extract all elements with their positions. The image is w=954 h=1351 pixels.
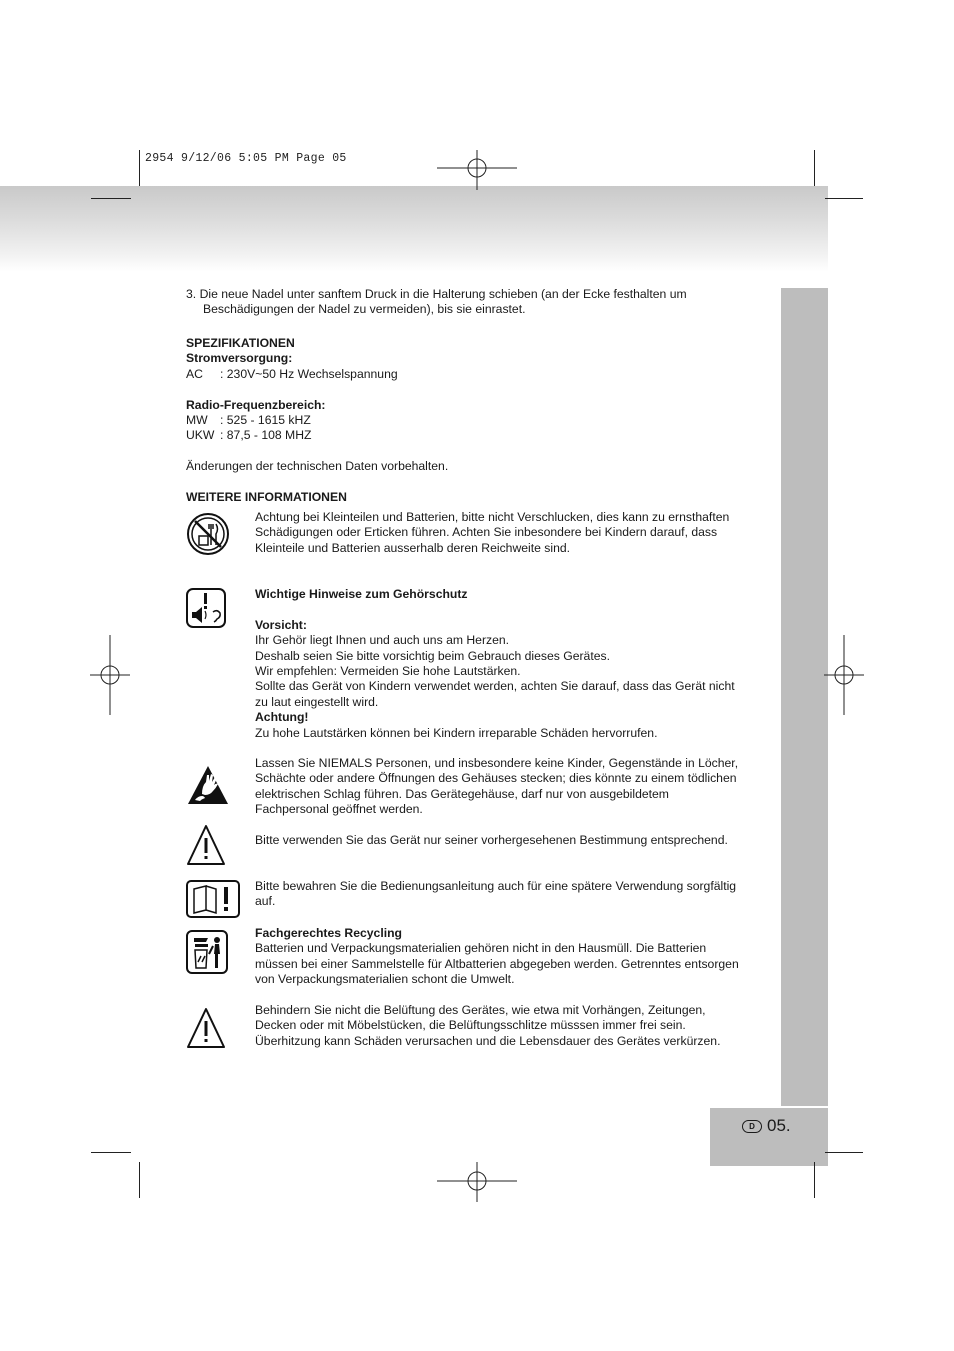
power-heading: Stromversorgung: [186, 351, 293, 366]
crop-mark [91, 198, 131, 199]
spec-value: : 87,5 - 108 MHZ [220, 428, 312, 443]
step-number: 3. [186, 287, 197, 301]
crop-mark [814, 1162, 815, 1198]
recycling-bin-icon [186, 930, 228, 974]
spec-value: : 525 - 1615 kHZ [220, 413, 311, 428]
ventilation-warning [255, 1003, 775, 1049]
text-line: Bitte bewahren Sie die Bedienungsanleitung auch für eine spätere Verwendung sorgfältig [255, 879, 737, 893]
text-line: Sollte das Gerät von Kindern verwendet werden, achten Sie darauf, dass das Gerät nicht [255, 679, 735, 694]
text-line: Zu hohe Lautstärken können bei Kindern irreparable Schäden hervorrufen. [255, 725, 658, 740]
spec-label: UKW [186, 428, 215, 443]
registration-mark-icon [90, 635, 130, 715]
print-header: 2954 9/12/06 5:05 PM Page 05 [145, 152, 347, 165]
spec-label: AC [186, 366, 203, 381]
spec-heading: SPEZIFIKATIONEN [186, 336, 295, 350]
step-text-line: Beschädigungen der Nadel zu vermeiden), bis sie einrastet. [203, 302, 526, 317]
registration-mark-icon [437, 1162, 517, 1202]
text-line: Schädigungen oder Erticken führen. Achten Sie inbesondere bei Kindern darauf, dass [255, 525, 718, 540]
text-line: Achtung bei Kleinteilen und Batterien, bitte nicht Verschlucken, dies kann zu ernsthaften [255, 510, 730, 524]
step-text-line: Die neue Nadel unter sanftem Druck in die Halterung schieben (an der Ecke festhalten um [199, 287, 687, 301]
spec-row-ukw [186, 428, 448, 443]
spec-row-mw [186, 413, 448, 428]
caution-label: Vorsicht: [255, 617, 307, 632]
crop-mark [91, 1152, 131, 1153]
text-line: Deshalb seien Sie bitte vorsichtig beim Gebrauch dieses Gerätes. [255, 648, 610, 663]
text-line: Ihr Gehör liegt Ihnen und auch uns am Herzen. [255, 633, 510, 648]
text-line: zu laut eingestellt wird. [255, 694, 379, 709]
specifications-section [186, 336, 448, 475]
spec-row-ac [186, 367, 448, 382]
no-swallow-icon [186, 512, 230, 556]
text-line: Batterien und Verpackungsmaterialien gehören nicht in den Hausmüll. Die Batterien [255, 941, 707, 956]
spec-note: Änderungen der technischen Daten vorbehalten. [186, 459, 449, 474]
hearing-warning-icon [186, 588, 226, 628]
registration-mark-icon [437, 150, 517, 190]
text-line: elektrischen Schlag führen. Das Gerätegehäuse, darf nur von ausgebildetem [255, 786, 669, 801]
language-badge: D [742, 1120, 762, 1133]
crop-mark [825, 1152, 863, 1153]
small-parts-warning [255, 510, 775, 556]
intended-use-note: Bitte verwenden Sie das Gerät nur seiner vorhergesehenen Bestimmung entsprechend. [255, 833, 728, 847]
page-number-text: 05. [767, 1116, 791, 1135]
text-line: Überhitzung kann Schäden verursachen und die Lebensdauer des Gerätes verkürzen. [255, 1033, 721, 1048]
text-line: Decken oder mit Möbelstücken, die Belüftungsschlitze müsssen immer frei sein. [255, 1018, 686, 1033]
text-line: auf. [255, 894, 276, 909]
crop-mark [814, 150, 815, 186]
text-line: Lassen Sie NIEMALS Personen, und insbesondere keine Kinder, Gegenstände in Löcher, [255, 756, 739, 770]
radio-heading: Radio-Frequenzbereich: [186, 397, 326, 412]
step-3 [186, 287, 687, 318]
hearing-title: Wichtige Hinweise zum Gehörschutz [255, 587, 468, 601]
text-line: Fachpersonal geöffnet werden. [255, 802, 423, 817]
attention-label: Achtung! [255, 710, 309, 725]
electric-shock-warning-icon [186, 764, 230, 806]
crop-mark [139, 150, 140, 186]
side-tab-bar [781, 288, 828, 1106]
warning-triangle-icon [186, 824, 226, 866]
crop-mark [825, 198, 863, 199]
text-line: müssen bei einer Sammelstelle für Altbatterien abgegeben werden. Getrenntes entsorgen [255, 956, 739, 971]
warning-triangle-icon [186, 1007, 226, 1049]
text-line: Kleinteile und Batterien ausserhalb deren Reichweite sind. [255, 540, 571, 555]
info-heading: WEITERE INFORMATIONEN [186, 490, 347, 504]
text-line: Schächte oder andere Öffnungen des Gehäuses stecken; dies könnte zu einem tödlichen [255, 771, 737, 786]
spec-value: : 230V~50 Hz Wechselspannung [220, 366, 398, 381]
page-number [742, 1116, 791, 1136]
registration-mark-icon [824, 635, 864, 715]
never-insert-warning [255, 756, 775, 818]
text-line: Behindern Sie nicht die Belüftung des Gerätes, wie etwa mit Vorhängen, Zeitungen, [255, 1003, 706, 1017]
spec-label: MW [186, 413, 208, 428]
recycling-section [255, 926, 775, 988]
recycling-title: Fachgerechtes Recycling [255, 926, 402, 940]
text-line: Wir empfehlen: Vermeiden Sie hohe Lautstärken. [255, 664, 521, 679]
hearing-section [255, 587, 775, 741]
crop-mark [139, 1162, 140, 1198]
read-manual-icon [186, 880, 240, 918]
keep-manual-note [255, 879, 775, 910]
text-line: von Verpackungsmaterialien schont die Umwelt. [255, 972, 515, 987]
